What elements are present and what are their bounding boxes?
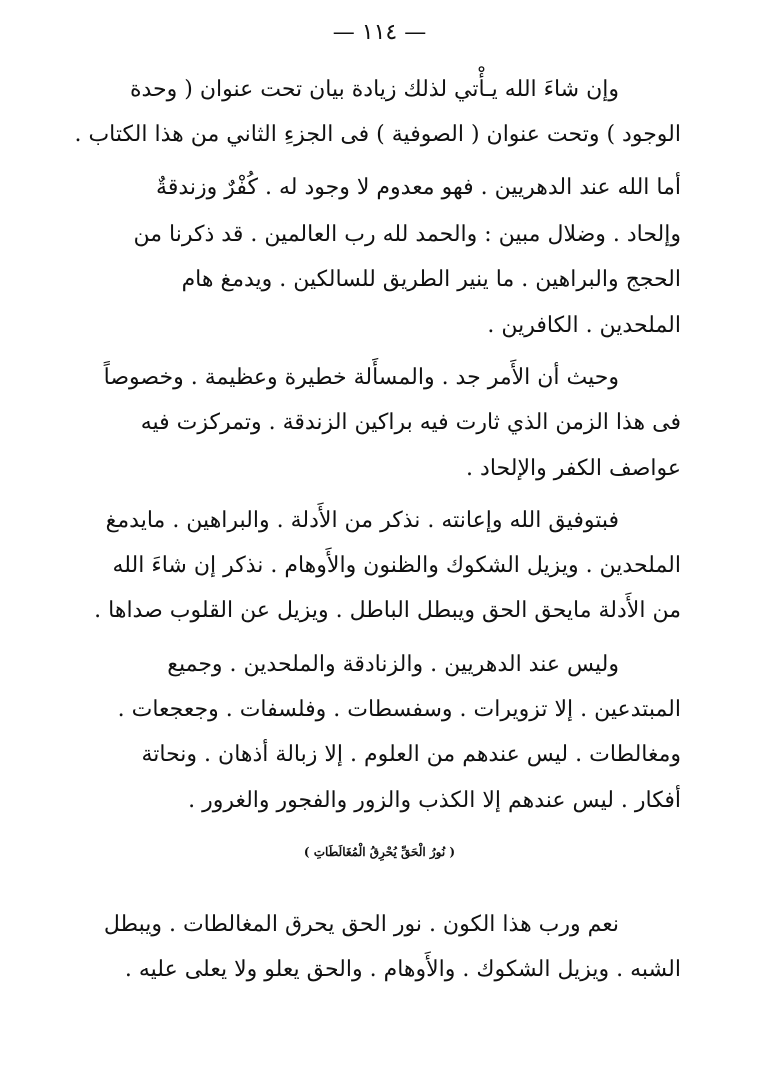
paragraph-1-line-2: الوجود ) وتحت عنوان ( الصوفية ) فى الجزءِ الثاني من هذا الكتاب . — [74, 122, 681, 147]
final-paragraph-line-1: نعم ورب هذا الكون . نور الحق يحرق المغالطات . ويبطل — [103, 912, 619, 937]
paragraph-1-line-1: وإن شاءَ الله يـأْتي لذلك زيادة بيان تحت عنوان ( وحدة — [129, 77, 619, 102]
paragraph-2-line-1: أما الله عند الدهريين . فهو معدوم لا وجود له . كُفْرٌ وزندقةٌ — [156, 175, 681, 200]
paragraph-2-line-2: وإلحاد . وضلال مبين : والحمد لله رب العالمين . قد ذكرنا من — [133, 222, 681, 247]
page-number: — ١١٤ — — [332, 20, 427, 45]
paragraph-2-line-4: الملحدين . الكافرين . — [487, 313, 681, 338]
paragraph-5-line-1: وليس عند الدهريين . والزنادقة والملحدين . وجميع — [167, 652, 619, 677]
paragraph-4-line-3: من الأَدلة مايحق الحق ويبطل الباطل . ويزيل عن القلوب صداها . — [94, 598, 681, 623]
paragraph-5-line-3: ومغالطات . ليس عندهم من العلوم . إلا زبالة أذهان . ونحاتة — [141, 742, 681, 767]
final-paragraph-line-2: الشبه . ويزيل الشكوك . والأَوهام . والحق يعلو ولا يعلى عليه . — [124, 957, 681, 982]
paragraph-2-line-3: الحجج والبراهين . ما ينير الطريق للسالكين . ويدمغ هام — [181, 267, 681, 292]
paragraph-3-line-1: وحيث أن الأَمر جد . والمسأَلة خطيرة وعظيمة . وخصوصاً — [103, 365, 619, 390]
paragraph-4-line-2: الملحدين . ويزيل الشكوك والظنون والأَوهام . نذكر إن شاءَ الله — [112, 553, 681, 578]
paragraph-4-line-1: فبتوفيق الله وإعانته . نذكر من الأَدلة . والبراهين . مايدمغ — [105, 508, 619, 533]
paragraph-5-line-4: أفكار . ليس عندهم إلا الكذب والزور والفجور والغرور . — [188, 788, 681, 813]
section-heading: ( نُورُ الْحَقِّ يُحْرِقُ الْمُغَالَطَاتِ ) — [303, 845, 456, 859]
paragraph-3-line-2: فى هذا الزمن الذي ثارت فيه براكين الزندقة . وتمركزت فيه — [140, 410, 681, 435]
paragraph-5-line-2: المبتدعين . إلا تزويرات . وسفسطات . وفلسفات . وجعجعات . — [117, 697, 681, 722]
paragraph-3-line-3: عواصف الكفر والإلحاد . — [466, 456, 681, 481]
